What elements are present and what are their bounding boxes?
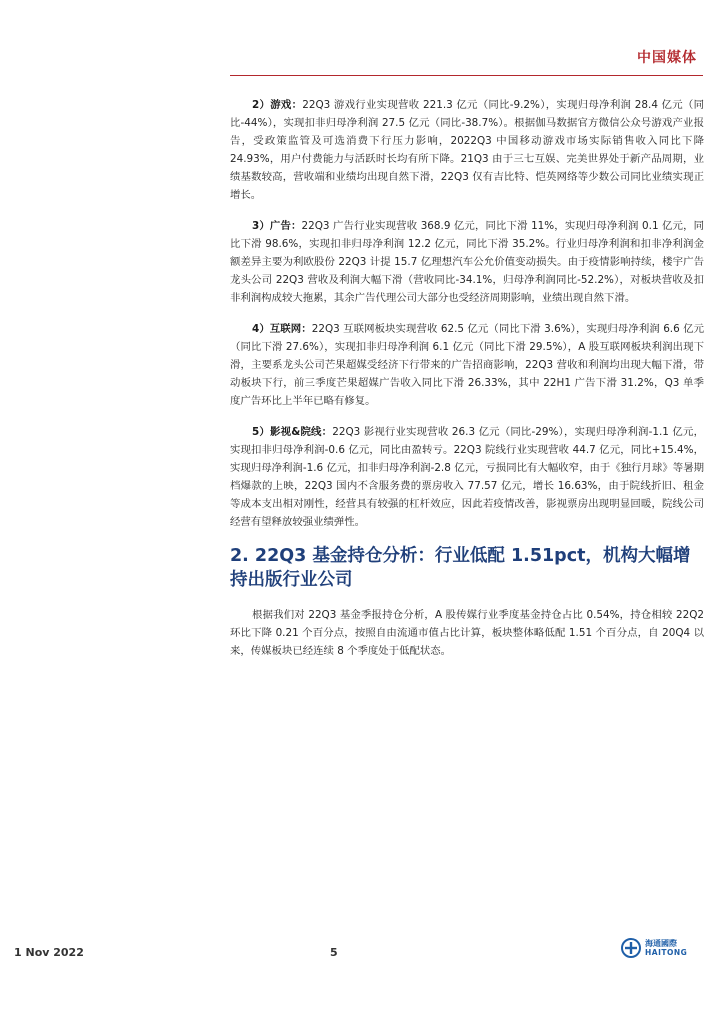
paragraph-advertising <box>230 217 704 307</box>
paragraph-games <box>230 96 704 204</box>
section-heading: 2. 22Q3 基金持仓分析：行业低配 1.51pct，机构大幅增持出版行业公司 <box>230 546 691 590</box>
paragraph-text: 22Q3 影视行业实现营收 26.3 亿元（同比-29%），实现归母净利润-1.1 亿元，实现扣非归母净利润-0.6 亿元，同比由盈转亏。22Q3 院线行业实现营收 44.7 亿元，同比+15.4%，实现归母净利润-1.6 亿元，扣非归母净利润-2.8 亿元，亏损同比有大幅收窄，由于《独行月球》等暑期档爆款的上映，22Q3 国内不含服务费的票房收入 77.57 亿元，增长 16.63%，由于院线折旧、租金等成本支出相对刚性，经营具有较强的杠杆效应，因此若疫情改善，影视票房出现明显回暖，院线公司经营有望释放较强业绩弹性。 <box>230 426 704 528</box>
haitong-logo-icon <box>621 938 641 958</box>
page-number: 5 <box>330 946 338 959</box>
paragraph-heading: 5）影视&院线： <box>252 426 333 438</box>
paragraph-text: 22Q3 互联网板块实现营收 62.5 亿元（同比下滑 3.6%），实现归母净利润 6.6 亿元（同比下滑 27.6%），实现扣非归母净利润 6.1 亿元（同比下滑 29.5%），A 股互联网板块利润出现下滑，主要系龙头公司芒果超媒受经济下行带来的广告招商影响，22Q3 营收和利润均出现大幅下滑，带动板块下行，前三季度芒果超媒广告收入同比下滑 26.33%，其中 22H1 广告下滑 31.2%，Q3 单季度广告环比上半年已略有修复。 <box>230 323 704 407</box>
header-divider <box>230 75 703 76</box>
report-header-title: 中国媒体 <box>637 50 697 66</box>
paragraph-heading: 3）广告： <box>252 220 302 232</box>
logo-name-cn: 海通國際 <box>645 939 677 948</box>
paragraph-fund-holdings <box>230 606 704 660</box>
paragraph-internet <box>230 320 704 410</box>
paragraph-text: 22Q3 游戏行业实现营收 221.3 亿元（同比-9.2%），实现归母净利润 28.4 亿元（同比-44%），实现扣非归母净利润 27.5 亿元（同比-38.7%）。根据伽马数据官方微信公众号游戏产业报告，受政策监管及可选消费下行压力影响，2022Q3 中国移动游戏市场实际销售收入同比下降 24.93%，用户付费能力与活跃时长均有所下降。21Q3 由于三七互娱、完美世界处于新产品周期，业绩基数较高，营收端和业绩均出现自然下滑，22Q3 仅有吉比特、恺英网络等少数公司同比业绩实现正增长。 <box>230 99 704 201</box>
paragraph-heading: 4）互联网： <box>252 323 312 335</box>
footer-date: 1 Nov 2022 <box>14 946 84 959</box>
logo-text <box>645 939 687 957</box>
paragraph-film-cinema <box>230 423 704 531</box>
paragraph-text: 22Q3 广告行业实现营收 368.9 亿元，同比下滑 11%，实现归母净利润 0.1 亿元，同比下滑 98.6%，实现扣非归母净利润 12.2 亿元，同比下滑 35.2%。行业归母净利润和扣非净利润金额差异主要为利欧股份 22Q3 计提 15.7 亿理想汽车公允价值变动损失。由于疫情影响持续，楼宇广告龙头公司 22Q3 营收及利润大幅下滑（营收同比-34.1%，归母净利润同比-52.2%），对板块营收及扣非利润构成较大拖累，其余广告代理公司大部分也受经济周期影响，业绩出现自然下滑。 <box>230 220 704 304</box>
paragraph-heading: 2）游戏： <box>252 99 303 111</box>
report-body <box>230 96 704 673</box>
haitong-logo <box>621 938 687 958</box>
logo-name-en: HAITONG <box>645 948 688 957</box>
paragraph-text: 根据我们对 22Q3 基金季报持仓分析，A 股传媒行业季度基金持仓占比 0.54%，持仓相较 22Q2 环比下降 0.21 个百分点，按照自由流通市值占比计算，板块整体略低配 1.51 个百分点，自 20Q4 以来，传媒板块已经连续 8 个季度处于低配状态。 <box>230 609 704 657</box>
